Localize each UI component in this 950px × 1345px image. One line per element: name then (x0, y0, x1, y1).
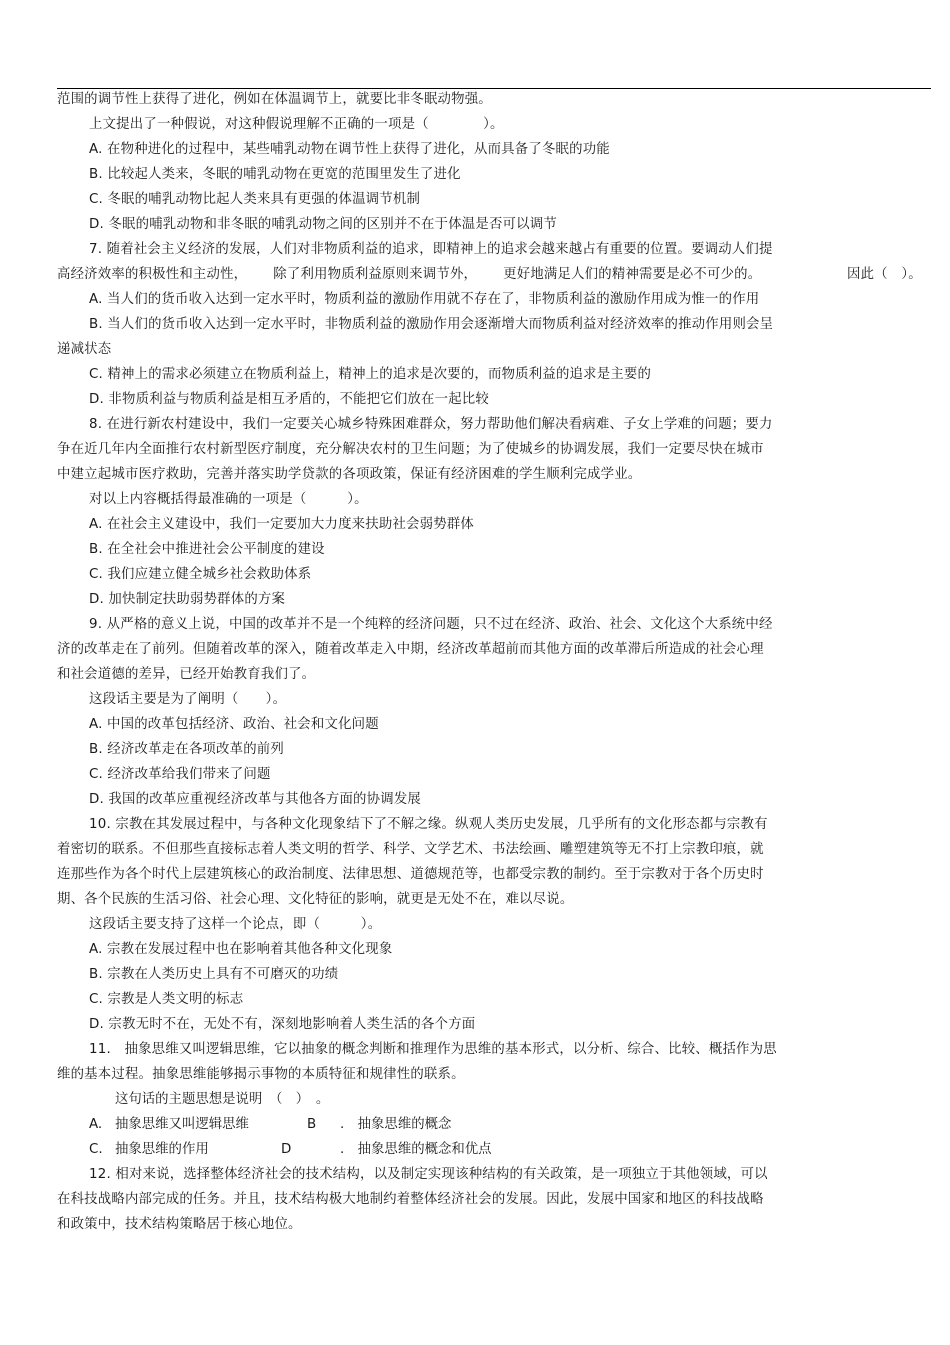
text-line: 在科技战略内部完成的任务。并且，技术结构极大地制约着整体经济社会的发展。因此，发展中国家和地区的科技战略 (57, 1192, 764, 1207)
text-line: 范围的调节性上获得了进化，例如在体温调节上，就要比非冬眠动物强。 (57, 92, 492, 107)
text-line: B. 宗教在人类历史上具有不可磨灭的功绩 (89, 967, 339, 982)
text-line: 递减状态 (57, 342, 112, 357)
text-line: 12. 相对来说，选择整体经济社会的技术结构，以及制定实现该种结构的有关政策，是一项独立于其他领域，可以 (89, 1167, 768, 1182)
text-line: B. 当人们的货币收入达到一定水平时，非物质利益的激励作用会逐渐增大而物质利益对经济效率的推动作用则会呈 (89, 317, 774, 332)
text-line: B. 在全社会中推进社会公平制度的建设 (89, 542, 325, 557)
text-line: D. 非物质利益与物质利益是相互矛盾的，不能把它们放在一起比较 (89, 392, 489, 407)
q11-option-b-text: . 抽象思维的概念 (340, 1117, 452, 1132)
text-line: C. 冬眠的哺乳动物比起人类来具有更强的体温调节机制 (89, 192, 421, 207)
text-line: D. 宗教无时不在，无处不有，深刻地影响着人类生活的各个方面 (89, 1017, 476, 1032)
text-line: 连那些作为各个时代上层建筑核心的政治制度、法律思想、道德规范等，也都受宗教的制约。至于宗教对于各个历史时 (57, 867, 764, 882)
text-line: 和政策中，技术结构策略居于核心地位。 (57, 1217, 302, 1232)
text-line: 维的基本过程。抽象思维能够揭示事物的本质特征和规律性的联系。 (57, 1067, 465, 1082)
text-line: D. 加快制定扶助弱势群体的方案 (89, 592, 286, 607)
q11-stem: 这句话的主题思想是说明 （ ） 。 (115, 1092, 330, 1107)
text-line: A. 中国的改革包括经济、政治、社会和文化问题 (89, 717, 379, 732)
q7-line-2-part2: 除了利用物质利益原则来调节外， (273, 267, 478, 282)
text-line: C. 精神上的需求必须建立在物质利益上，精神上的追求是次要的，而物质利益的追求是主要的 (89, 367, 652, 382)
text-line: 这段话主要是为了阐明（ ）。 (89, 692, 287, 707)
q11-option-a-text: 抽象思维又叫逻辑思维 (115, 1117, 249, 1132)
text-line: D. 冬眠的哺乳动物和非冬眠的哺乳动物之间的区别并不在于体温是否可以调节 (89, 217, 557, 232)
text-line: 9. 从严格的意义上说，中国的改革并不是一个纯粹的经济问题，只不过在经济、政治、社会、文化这个大系统中经 (89, 617, 773, 632)
q11-option-d-text: . 抽象思维的概念和优点 (340, 1142, 492, 1157)
text-line: 济的改革走在了前列。但随着改革的深入，随着改革走入中期，经济改革超前而其他方面的改革滞后所造成的社会心理 (57, 642, 764, 657)
text-line: 期、各个民族的生活习俗、社会心理、文化特征的影响，就更是无处不在，难以尽说。 (57, 892, 574, 907)
q7-line-2 (57, 266, 761, 284)
text-line: A. 宗教在发展过程中也在影响着其他各种文化现象 (89, 942, 393, 957)
q11-option-a-letter: A. (89, 1117, 103, 1132)
text-line: 争在近几年内全面推行农村新型医疗制度，充分解决农村的卫生问题；为了使城乡的协调发展，我们一定要尽快在城市 (57, 442, 764, 457)
q7-line-2-part3: 更好地满足人们的精神需要是必不可少的。 (503, 267, 762, 282)
text-line: A. 当人们的货币收入达到一定水平时，物质利益的激励作用就不存在了，非物质利益的激励作用成为惟一的作用 (89, 292, 760, 307)
header-rule (57, 88, 931, 89)
q11-option-b-letter: B (307, 1117, 317, 1132)
text-line: A. 在物种进化的过程中，某些哺乳动物在调节性上获得了进化，从而具备了冬眠的功能 (89, 142, 610, 157)
text-line: 和社会道德的差异，已经开始教育我们了。 (57, 667, 316, 682)
q11-option-c-text: 抽象思维的作用 (115, 1142, 209, 1157)
text-line: 10. 宗教在其发展过程中，与各种文化现象结下了不解之缘。纵观人类历史发展，几乎所有的文化形态都与宗教有 (89, 817, 768, 832)
text-line: B. 经济改革走在各项改革的前列 (89, 742, 284, 757)
text-line: 8. 在进行新农村建设中，我们一定要关心城乡特殊困难群众，努力帮助他们解决看病难、子女上学难的问题；要力 (89, 417, 773, 432)
text-line: A. 在社会主义建设中，我们一定要加大力度来扶助社会弱势群体 (89, 517, 474, 532)
text-line: 中建立起城市医疗救助，完善并落实助学贷款的各项政策，保证有经济困难的学生顺利完成学业。 (57, 467, 642, 482)
text-line: C. 宗教是人类文明的标志 (89, 992, 244, 1007)
text-line: 7. 随着社会主义经济的发展，人们对非物质利益的追求，即精神上的追求会越来越占有重要的位置。要调动人们提 (89, 242, 773, 257)
text-line: B. 比较起人类来，冬眠的哺乳动物在更宽的范围里发生了进化 (89, 167, 461, 182)
text-line: 这段话主要支持了这样一个论点，即（ ）。 (89, 917, 382, 932)
q7-line-2-part1: 高经济效率的积极性和主动性， (57, 267, 248, 282)
text-line: 上文提出了一种假说，对这种假说理解不正确的一项是（ ）。 (89, 117, 504, 132)
text-line: C. 我们应建立健全城乡社会救助体系 (89, 567, 312, 582)
text-line: 对以上内容概括得最准确的一项是（ ）。 (89, 492, 368, 507)
text-line: 着密切的联系。不但那些直接标志着人类文明的哲学、科学、文学艺术、书法绘画、雕塑建筑等无不打上宗教印痕，就 (57, 842, 764, 857)
q11-option-c-letter: C. (89, 1142, 103, 1157)
q11-option-d-letter: D (281, 1142, 292, 1157)
q7-line-2-part4: 因此（ ）。 (847, 267, 922, 282)
q7-line-2-end (847, 266, 922, 284)
text-line: C. 经济改革给我们带来了问题 (89, 767, 271, 782)
text-line: 11. 抽象思维又叫逻辑思维，它以抽象的概念判断和推理作为思维的基本形式，以分析、综合、比较、概括作为思 (89, 1042, 777, 1057)
text-line: D. 我国的改革应重视经济改革与其他各方面的协调发展 (89, 792, 422, 807)
